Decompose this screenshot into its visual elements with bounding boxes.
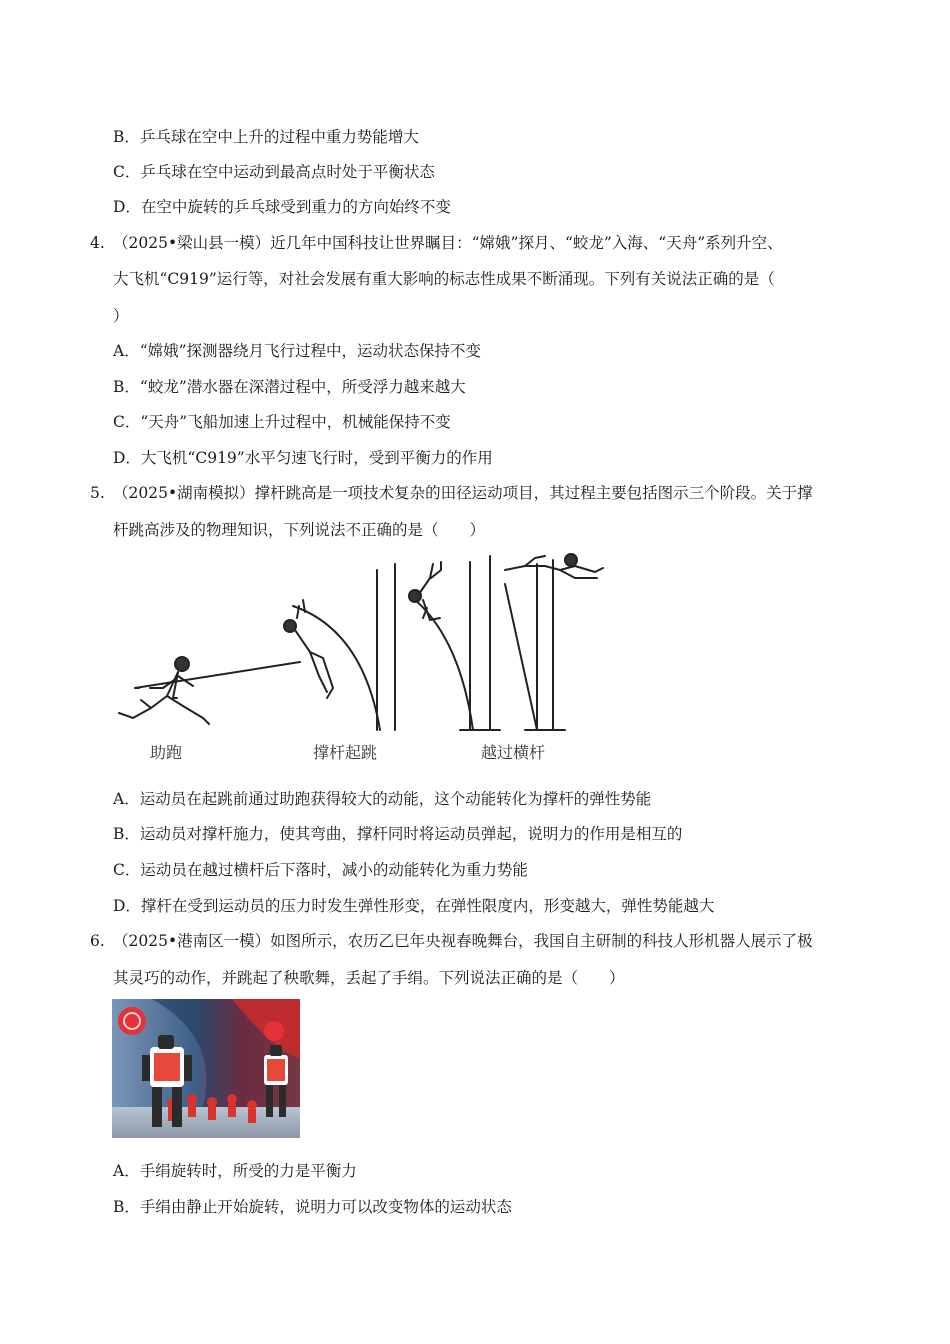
q4-stem-line-3: ） bbox=[113, 307, 129, 325]
q6-option-a: A．手绢旋转时，所受的力是平衡力 bbox=[113, 1162, 357, 1180]
figure-label-run: 助跑 bbox=[150, 743, 183, 762]
q6-stem-line-2: 其灵巧的动作，并跳起了秧歌舞，丢起了手绢。下列说法正确的是（ ） bbox=[113, 969, 625, 987]
q4-number: 4. bbox=[90, 234, 105, 252]
q5-option-a: A．运动员在起跳前通过助跑获得较大的动能，这个动能转化为撑杆的弹性势能 bbox=[113, 790, 652, 808]
q4-stem-line-1: （2025•梁山县一模）近几年中国科技让世界瞩目：“嫦娥”探月、“蛟龙”入海、“天舟”系列升空、 bbox=[113, 234, 783, 252]
q4-option-c: C．“天舟”飞船加速上升过程中，机械能保持不变 bbox=[113, 413, 451, 431]
q3-option-c: C．乒乓球在空中运动到最高点时处于平衡状态 bbox=[113, 163, 435, 181]
takeoff-sketch bbox=[284, 564, 395, 730]
q4-option-d: D．大飞机“C919”水平匀速飞行时，受到平衡力的作用 bbox=[113, 449, 493, 467]
q5-option-c: C．运动员在越过横杆后下落时，减小的动能转化为重力势能 bbox=[113, 861, 528, 879]
q5-stem-line-2: 杆跳高涉及的物理知识，下列说法不正确的是（ ） bbox=[113, 521, 486, 539]
figure-label-clear: 越过横杆 bbox=[481, 743, 546, 762]
q3-option-b: B．乒乓球在空中上升的过程中重力势能增大 bbox=[113, 128, 419, 146]
q6-stem-line-1: （2025•港南区一模）如图所示，农历乙巳年央视春晚舞台，我国自主研制的科技人形机器人展示了极 bbox=[113, 932, 813, 950]
q4-option-a: A．“嫦娥”探测器绕月飞行过程中，运动状态保持不变 bbox=[113, 342, 482, 360]
q6-option-b: B．手绢由静止开始旋转，说明力可以改变物体的运动状态 bbox=[113, 1198, 512, 1216]
figure-label-takeoff: 撑杆起跳 bbox=[313, 743, 378, 762]
q5-number: 5. bbox=[90, 484, 105, 502]
q5-option-b: B．运动员对撑杆施力，使其弯曲，撑杆同时将运动员弹起，说明力的作用是相互的 bbox=[113, 825, 683, 843]
q3-option-d: D．在空中旋转的乒乓球受到重力的方向始终不变 bbox=[113, 198, 451, 216]
runner-sketch bbox=[119, 657, 300, 724]
robot-dance-photo bbox=[112, 999, 300, 1138]
q4-option-b: B．“蛟龙”潜水器在深潜过程中，所受浮力越来越大 bbox=[113, 378, 466, 396]
q4-stem-line-2: 大飞机“C919”运行等，对社会发展有重大影响的标志性成果不断涌现。下列有关说法正确的是（ bbox=[113, 270, 775, 288]
q6-number: 6. bbox=[90, 932, 105, 950]
q5-option-d: D．撑杆在受到运动员的压力时发生弹性形变，在弹性限度内，形变越大，弹性势能越大 bbox=[113, 897, 715, 915]
pole-vault-figure bbox=[105, 548, 615, 738]
clearance-sketch bbox=[409, 554, 603, 730]
q5-stem-line-1: （2025•湖南模拟）撑杆跳高是一项技术复杂的田径运动项目，其过程主要包括图示三个阶段。关于撑 bbox=[113, 484, 813, 502]
